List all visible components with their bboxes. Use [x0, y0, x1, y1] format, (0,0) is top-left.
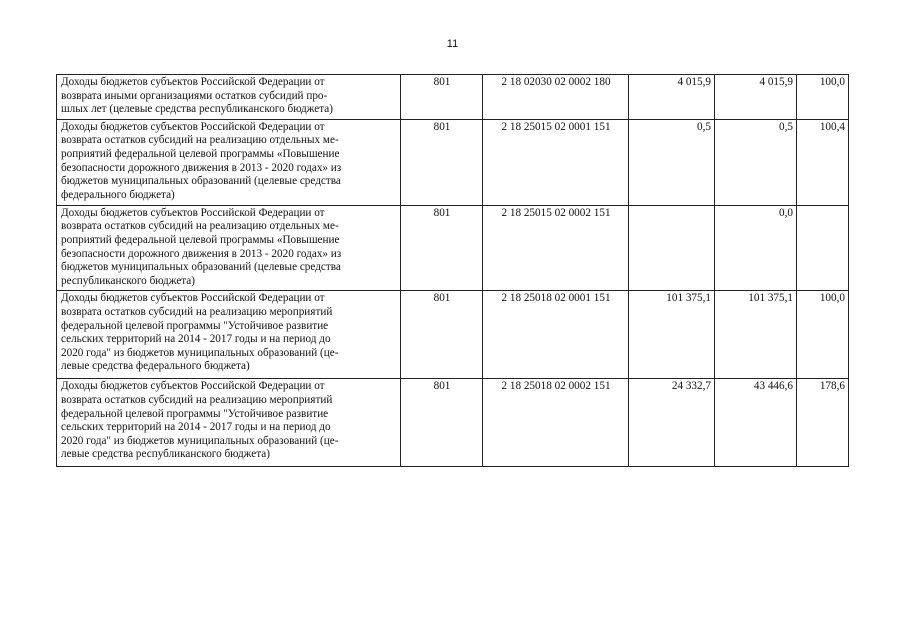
description-line: Доходы бюджетов субъектов Российской Федерации от — [61, 120, 325, 133]
table-row — [57, 379, 849, 467]
description-line: федеральной целевой программы "Устойчивое развитие — [61, 319, 329, 332]
budget-code-cell: 2 18 02030 02 0002 180 — [483, 75, 629, 120]
description-line: возврата остатков субсидий на реализацию мероприятий — [61, 393, 333, 406]
description-line: роприятий федеральной целевой программы «Повышение — [61, 233, 340, 246]
budget-code-cell: 2 18 25015 02 0002 151 — [483, 205, 629, 291]
description-line: возврата остатков субсидий на реализацию мероприятий — [61, 305, 333, 318]
description-line: возврата остатков субсидий на реализацию отдельных ме- — [61, 220, 339, 233]
description-line: 2020 года" из бюджетов муниципальных образований (це- — [61, 346, 339, 359]
plan-amount-cell: 101 375,1 — [629, 291, 715, 379]
description-line: Доходы бюджетов субъектов Российской Федерации от — [61, 380, 325, 393]
description-line: федеральной целевой программы "Устойчивое развитие — [61, 407, 329, 420]
admin-code-cell: 801 — [401, 119, 483, 205]
budget-code-cell: 2 18 25018 02 0002 151 — [483, 379, 629, 467]
revenue-description — [57, 291, 401, 379]
page-number: 11 — [446, 38, 459, 50]
description-line: 2020 года" из бюджетов муниципальных образований (це- — [61, 434, 339, 447]
percent-cell: 100,0 — [797, 75, 849, 120]
plan-amount-cell: 0,5 — [629, 119, 715, 205]
plan-amount-cell — [629, 205, 715, 291]
percent-cell: 100,4 — [797, 119, 849, 205]
description-line: шлых лет (целевые средства республиканского бюджета) — [61, 103, 333, 116]
actual-amount-cell: 0,5 — [715, 119, 797, 205]
budget-code-cell: 2 18 25015 02 0001 151 — [483, 119, 629, 205]
description-line: Доходы бюджетов субъектов Российской Федерации от — [61, 206, 325, 219]
admin-code-cell: 801 — [401, 379, 483, 467]
description-line: бюджетов муниципальных образований (целевые средства — [61, 261, 341, 274]
percent-cell: 178,6 — [797, 379, 849, 467]
percent-cell — [797, 205, 849, 291]
revenue-table — [56, 74, 849, 467]
plan-amount-cell: 4 015,9 — [629, 75, 715, 120]
percent-cell: 100,0 — [797, 291, 849, 379]
actual-amount-cell: 4 015,9 — [715, 75, 797, 120]
budget-code-cell: 2 18 25018 02 0001 151 — [483, 291, 629, 379]
revenue-description — [57, 379, 401, 467]
actual-amount-cell: 0,0 — [715, 205, 797, 291]
description-line: безопасности дорожного движения в 2013 - 2020 годах» из — [61, 161, 342, 174]
description-line: возврата иными организациями остатков субсидий про- — [61, 89, 328, 102]
revenue-description — [57, 205, 401, 291]
admin-code-cell: 801 — [401, 291, 483, 379]
table-row — [57, 291, 849, 379]
table-row — [57, 75, 849, 120]
description-line: бюджетов муниципальных образований (целевые средства — [61, 175, 341, 188]
plan-amount-cell: 24 332,7 — [629, 379, 715, 467]
revenue-description — [57, 119, 401, 205]
description-line: сельских территорий на 2014 - 2017 годы и на период до — [61, 421, 331, 434]
description-line: левые средства республиканского бюджета) — [61, 448, 270, 461]
description-line: республиканского бюджета) — [61, 274, 196, 287]
description-line: Доходы бюджетов субъектов Российской Федерации от — [61, 292, 325, 305]
actual-amount-cell: 101 375,1 — [715, 291, 797, 379]
revenue-description — [57, 75, 401, 120]
description-line: роприятий федеральной целевой программы «Повышение — [61, 147, 340, 160]
admin-code-cell: 801 — [401, 205, 483, 291]
description-line: левые средства федерального бюджета) — [61, 360, 250, 373]
description-line: возврата остатков субсидий на реализацию отдельных ме- — [61, 134, 339, 147]
table-row — [57, 205, 849, 291]
description-line: сельских территорий на 2014 - 2017 годы и на период до — [61, 333, 331, 346]
description-line: Доходы бюджетов субъектов Российской Федерации от — [61, 76, 325, 88]
description-line: федерального бюджета) — [61, 188, 175, 201]
description-line: безопасности дорожного движения в 2013 - 2020 годах» из — [61, 247, 342, 260]
table-row — [57, 119, 849, 205]
actual-amount-cell: 43 446,6 — [715, 379, 797, 467]
admin-code-cell: 801 — [401, 75, 483, 120]
